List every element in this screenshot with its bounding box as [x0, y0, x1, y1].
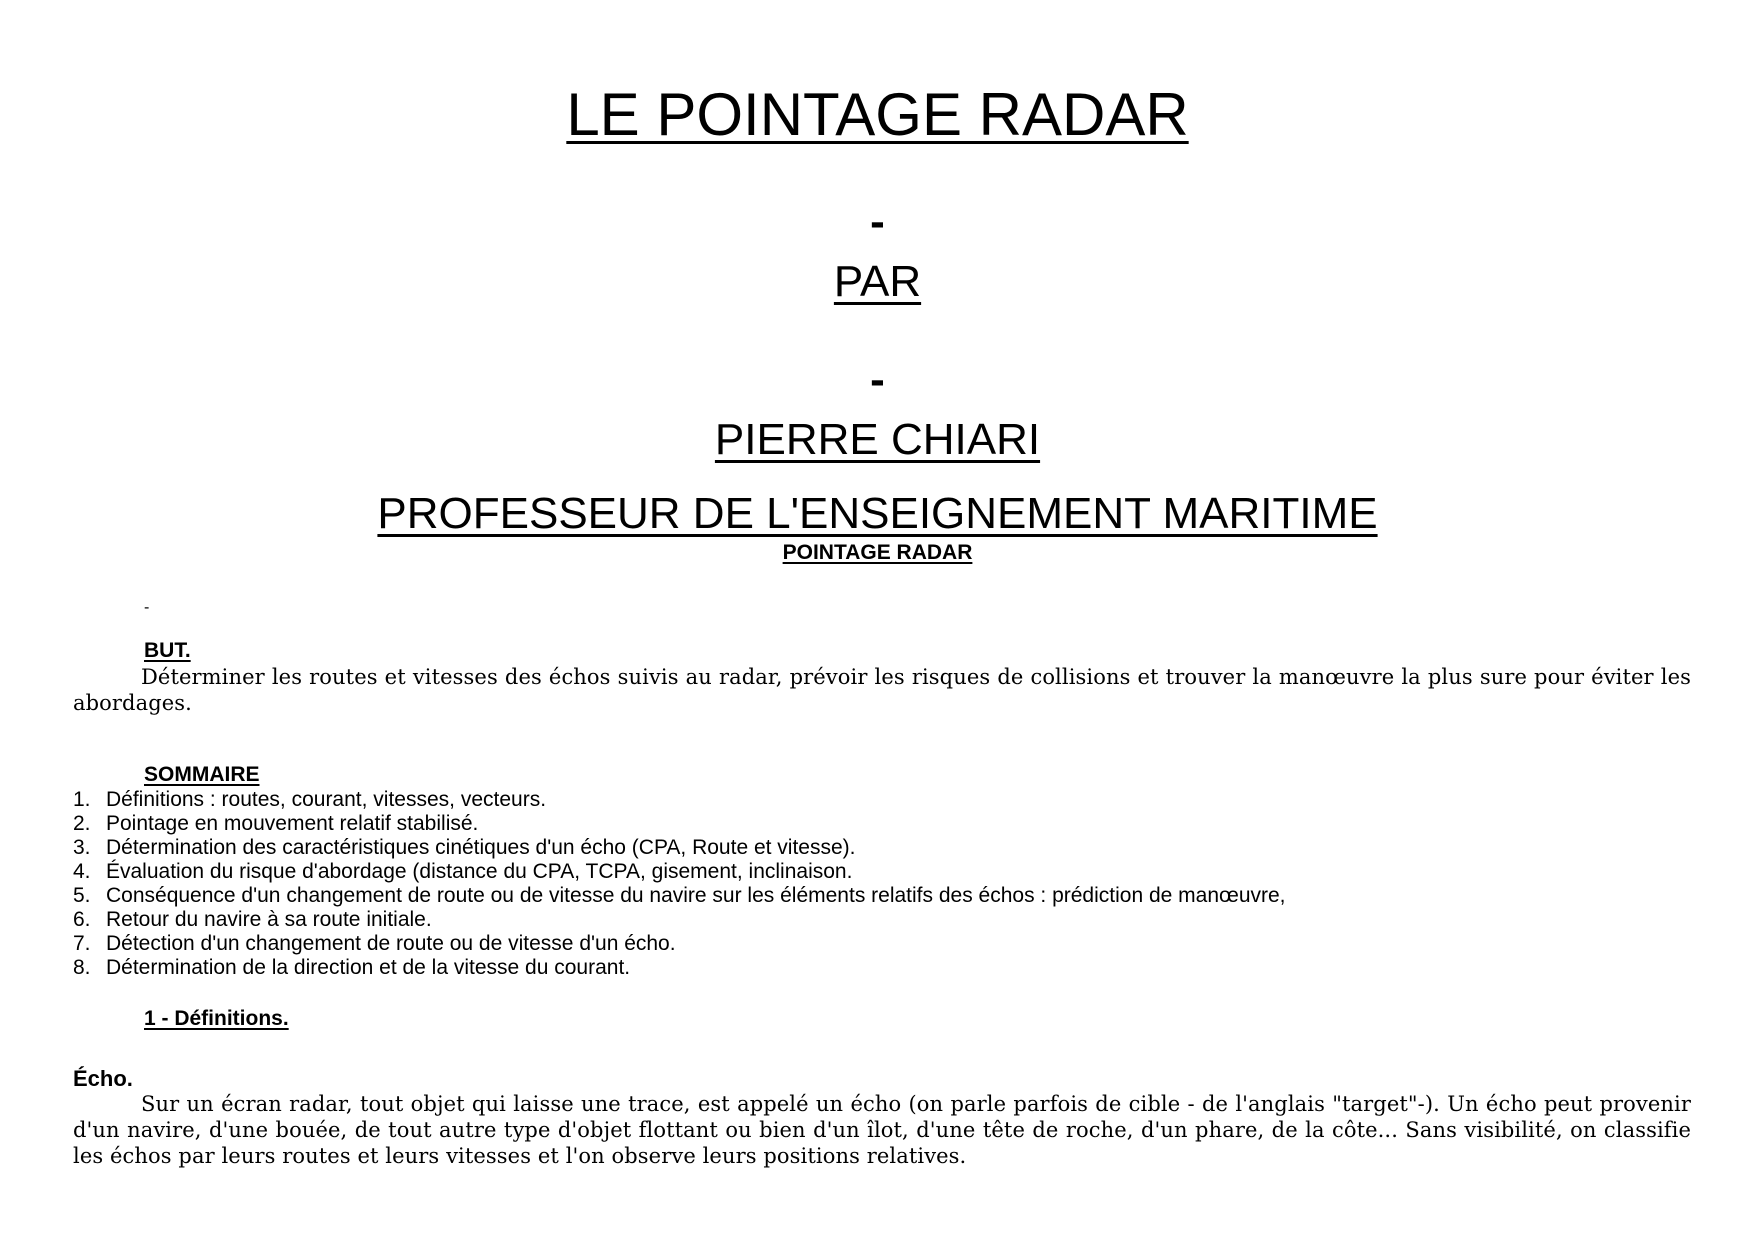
list-item-number: 5.	[73, 884, 91, 907]
list-item-number: 2.	[73, 812, 91, 835]
document-title	[0, 80, 1755, 150]
echo-paragraph: Sur un écran radar, tout objet qui laisse une trace, est appelé un écho (on parle parfois de cible - de l'anglais "target"-). Un écho peut provenir d'un navire, d'une bouée, de tout autre type d'objet flottant ou bien d'un îlot, d'une tête de roche, d'un phare, de la côte... Sans visibilité, on classifie les échos par leurs routes et leurs vitesses et l'on observe leurs positions relatives.	[73, 1092, 1691, 1168]
author-role-text: PROFESSEUR DE L'ENSEIGNEMENT MARITIME	[377, 489, 1378, 538]
document-title-text: LE POINTAGE RADAR	[566, 81, 1189, 148]
definitions-heading	[144, 1006, 289, 1032]
list-item-number: 4.	[73, 860, 91, 883]
by-line	[0, 256, 1755, 308]
list-item	[73, 812, 1286, 836]
left-dash: -	[144, 599, 150, 616]
sommaire-heading-text: SOMMAIRE	[144, 763, 260, 786]
sommaire-list	[73, 788, 1286, 980]
list-item-text: Définitions : routes, courant, vitesses, vecteurs.	[106, 788, 547, 811]
list-item-text: Évaluation du risque d'abordage (distance du CPA, TCPA, gisement, inclinaison.	[106, 860, 853, 883]
list-item-number: 3.	[73, 836, 91, 859]
sommaire-heading	[144, 762, 260, 788]
list-item	[73, 860, 1286, 884]
author-role	[0, 488, 1755, 540]
title-separator-dash-2: -	[870, 355, 885, 404]
list-item-number: 1.	[73, 788, 91, 811]
section-title-text: POINTAGE RADAR	[782, 541, 973, 564]
list-item	[73, 836, 1286, 860]
list-item-number: 6.	[73, 908, 91, 931]
author-name	[0, 414, 1755, 466]
list-item	[73, 956, 1286, 980]
list-item-text: Détermination de la direction et de la vitesse du courant.	[106, 956, 631, 979]
list-item	[73, 788, 1286, 812]
list-item-text: Retour du navire à sa route initiale.	[106, 908, 432, 931]
list-item	[73, 908, 1286, 932]
definitions-heading-text: 1 - Définitions.	[144, 1007, 289, 1030]
but-paragraph: Déterminer les routes et vitesses des échos suivis au radar, prévoir les risques de collisions et trouver la manœuvre la plus sure pour éviter les abordages.	[73, 665, 1691, 715]
list-item	[73, 884, 1286, 908]
list-item-text: Conséquence d'un changement de route ou de vitesse du navire sur les éléments relatifs des échos : prédiction de manœuvre,	[106, 884, 1286, 907]
list-item	[73, 932, 1286, 956]
but-heading-text: BUT.	[144, 639, 191, 662]
but-heading	[144, 638, 191, 664]
list-item-number: 8.	[73, 956, 91, 979]
list-item-text: Pointage en mouvement relatif stabilisé.	[106, 812, 479, 835]
list-item-text: Détermination des caractéristiques cinétiques d'un écho (CPA, Route et vitesse).	[106, 836, 856, 859]
by-line-text: PAR	[833, 257, 922, 306]
echo-term: Écho.	[73, 1066, 133, 1091]
list-item-number: 7.	[73, 932, 91, 955]
author-name-text: PIERRE CHIARI	[714, 415, 1041, 464]
section-title	[0, 540, 1755, 566]
title-separator-dash: -	[870, 197, 885, 246]
list-item-text: Détection d'un changement de route ou de vitesse d'un écho.	[106, 932, 676, 955]
